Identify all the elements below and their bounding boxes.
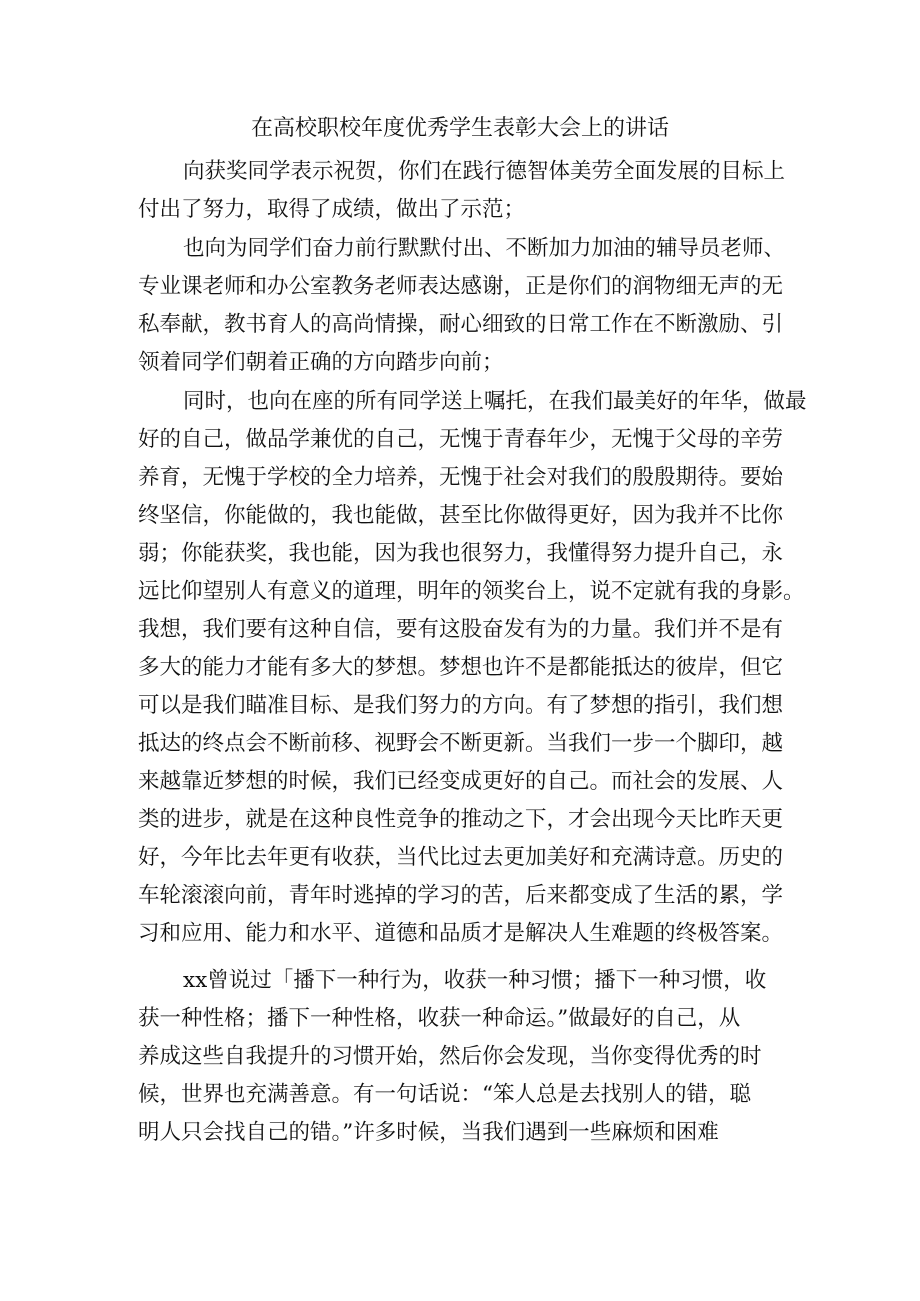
text-line: 多大的能力才能有多大的梦想。梦想也许不是都能抵达的彼岸，但它: [138, 655, 784, 680]
text-line: 也向为同学们奋力前行默默付出、不断加力加油的辅导员老师、: [183, 236, 786, 261]
text-line: 同时，也向在座的所有同学送上嘱托，在我们最美好的年华，做最: [183, 389, 807, 414]
text-line: 弱；你能获奖，我也能，因为我也很努力，我懂得努力提升自己，永: [138, 541, 784, 566]
text-line: xx曾说过「播下一种行为，收获一种习惯；播下一种习惯，收: [183, 968, 767, 993]
text-line: 候，世界也充满善意。有一句话说：“笨人总是去找别人的错，聪: [138, 1082, 751, 1107]
text-line: 来越靠近梦想的时候，我们已经变成更好的自己。而社会的发展、人: [138, 769, 784, 794]
text-line: 抵达的终点会不断前移、视野会不断更新。当我们一步一个脚印，越: [138, 731, 784, 756]
text-line: 明人只会找自己的错。”许多时候，当我们遇到一些麻烦和困难: [138, 1120, 719, 1145]
text-line: 领着同学们朝着正确的方向踏步向前；: [138, 350, 504, 375]
text-line: 可以是我们瞄准目标、是我们努力的方向。有了梦想的指引，我们想: [138, 693, 784, 718]
text-line: 向获奖同学表示祝贺，你们在践行德智体美劳全面发展的目标上: [183, 159, 786, 184]
text-line: 好的自己，做品学兼优的自己，无愧于青春年少，无愧于父母的辛劳: [138, 427, 784, 452]
text-line: 我想，我们要有这种自信，要有这股奋发有为的力量。我们并不是有: [138, 617, 784, 642]
text-line: 付出了努力，取得了成绩，做出了示范；: [138, 197, 526, 222]
text-line: 好，今年比去年更有收获，当代比过去更加美好和充满诗意。历史的: [138, 845, 784, 870]
text-line: 专业课老师和办公室教务老师表达感谢，正是你们的润物细无声的无: [138, 274, 784, 299]
text-line: 养成这些自我提升的习惯开始，然后你会发现，当你变得优秀的时: [138, 1044, 762, 1069]
text-line: 获一种性格；播下一种性格，收获一种命运。”做最好的自己，从: [138, 1006, 741, 1031]
text-line: 习和应用、能力和水平、道德和品质才是解决人生难题的终极答案。: [138, 921, 784, 946]
text-line: 私奉献，教书育人的高尚情操，耐心细致的日常工作在不断激励、引: [138, 312, 784, 337]
text-line: 远比仰望别人有意义的道理，明年的领奖台上，说不定就有我的身影。: [138, 579, 805, 604]
text-line: 终坚信，你能做的，我也能做，甚至比你做得更好，因为我并不比你: [138, 503, 784, 528]
text-line: 车轮滚滚向前，青年时逃掉的学习的苦，后来都变成了生活的累，学: [138, 883, 784, 908]
text-line: 养育，无愧于学校的全力培养，无愧于社会对我们的殷殷期待。要始: [138, 465, 784, 490]
document-title: 在高校职校年度优秀学生表彰大会上的讲话: [250, 116, 669, 141]
text-line: 类的进步，就是在这种良性竞争的推动之下，才会出现今天比昨天更: [138, 807, 784, 832]
